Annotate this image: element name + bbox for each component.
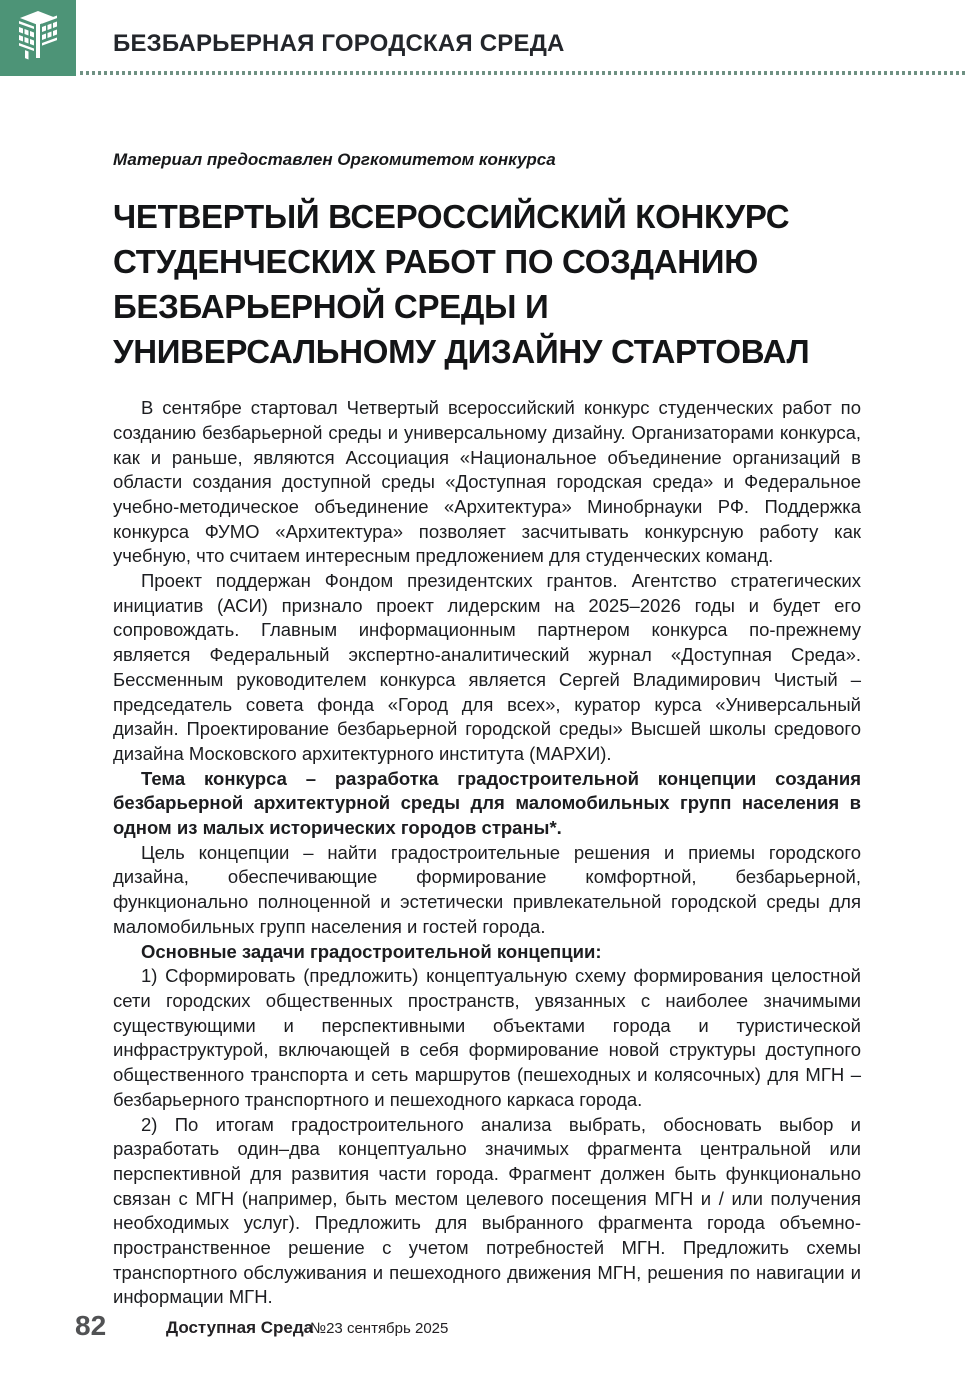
page-header (0, 0, 966, 78)
dotted-divider (80, 71, 966, 75)
paragraph-contest-theme: Тема конкурса – разработка градостроительной концепции создания безбарьерной архитектурной среды для маломобильных групп населения в одном из малых исторических городов страны*. (113, 767, 861, 839)
building-icon (11, 9, 65, 67)
credit-line: Материал предоставлен Оргкомитетом конкурса (113, 150, 556, 169)
section-title: БЕЗБАРЬЕРНАЯ ГОРОДСКАЯ СРЕДА (113, 30, 565, 57)
paragraph-intro: В сентябре стартовал Четвертый всероссийский конкурс студенческих работ по созданию безбарьерной среды и универсальному дизайну. Организаторами конкурса, как и раньше, являются Ассоциация «Национальное объединение организаций в области создания доступной среды «Доступная городская среда» и Федеральное учебно-методическое объединение «Архитектура» Минобрнауки РФ. Поддержка конкурса ФУМО «Архитектура» позволяет засчитывать конкурсную работу как учебную, что считаем интересным предложением для студенческих команд. (113, 397, 861, 567)
article-body (113, 396, 861, 1310)
page-number: 82 (75, 1310, 107, 1341)
article-title: ЧЕТВЕРТЫЙ ВСЕРОССИЙСКИЙ КОНКУРС СТУДЕНЧЕСКИХ РАБОТ ПО СОЗДАНИЮ БЕЗБАРЬЕРНОЙ СРЕДЫ И УНИВЕРСАЛЬНОМУ ДИЗАЙНУ СТАРТОВАЛ (113, 198, 810, 370)
paragraph-project-support: Проект поддержан Фондом президентских грантов. Агентство стратегических инициатив (АСИ) признало проект лидерским на 2025–2026 годы и будет его сопровождать. Главным информационным партнером конкурса по-прежнему является Федеральный экспертно-аналитический журнал «Доступная Среда». Бессменным руководителем конкурса является Сергей Владимирович Чистый – председатель совета фонда «Город для всех», куратор курса «Универсальный дизайн. Проектирование безбарьерной городской среды» Высшей школы средового дизайна Московского архитектурного института (МАРХИ). (113, 570, 861, 764)
paragraph-tasks-heading: Основные задачи градостроительной концепции: (141, 940, 602, 962)
issue-info: №23 сентябрь 2025 (310, 1320, 449, 1337)
paragraph-task-1: 1) Сформировать (предложить) концептуальную схему формирования целостной сети городских общественных пространств, увязанных с наиболее значимыми существующими и перспективными объектами города и туристической инфраструктурой, включающей в себя формирование новой структуры доступного общественного транспорта и сеть маршрутов (пешеходных и колясочных) для МГН – безбарьерного транспортного и пешеходного каркаса города. (113, 965, 861, 1110)
article (113, 150, 861, 1310)
paragraph-concept-goal: Цель концепции – найти градостроительные решения и приемы городского дизайна, обеспечивающие формирование комфортной, безбарьерной, функционально полноценной и эстетически привлекательной городской среды для маломобильных групп населения и гостей города. (113, 841, 861, 937)
paragraph-task-2: 2) По итогам градостроительного анализа выбрать, обосновать выбор и разработать один–два концептуально значимых фрагмента центральной или перспективной для развития части города. Фрагмент должен быть функционально связан с МГН (например, быть местом целевого посещения МГН и / или получения необходимых услуг). Предложить для выбранного фрагмента города объемно-пространственное решение с учетом потребностей МГН. Предложить схемы транспортного обслуживания и пешеходного движения МГН, решения по навигации и информации МГН. (113, 1113, 861, 1308)
section-logo (0, 0, 76, 76)
page-footer (0, 1310, 966, 1350)
journal-name: Доступная Среда (166, 1318, 314, 1337)
